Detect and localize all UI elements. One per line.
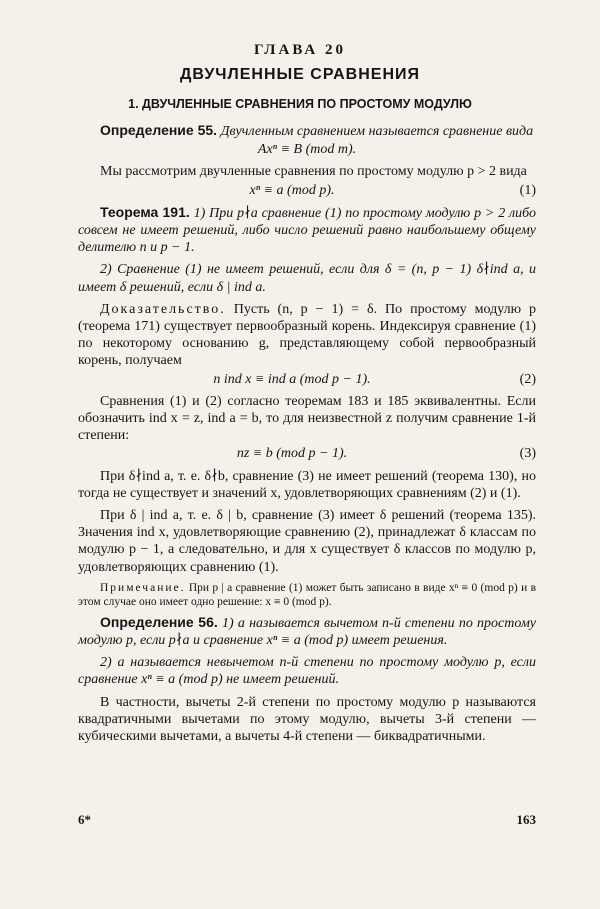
theorem-191-part1-text: 1) При p∤a сравнение (1) по простому модулю p > 2 либо совсем не имеет решений, либо число решений равно наибольшему общему делителю n и p − 1. bbox=[78, 205, 537, 256]
residues-paragraph: В частности, вычеты 2-й степени по простому модулю p называются квадратичными вычетами по этому модулю, вычеты 3-й степени — кубическими вычетами, а вычеты 4-й степени — биквадратичными. bbox=[78, 694, 536, 745]
proof-text: Пусть (n, p − 1) = δ. По простому модулю p (теорема 171) существует первообразный корень. Индексируя сравнение (1) по некоторому основанию g, представляющему собой первообразный корень, получаем bbox=[78, 301, 537, 369]
signature-mark: 6* bbox=[78, 812, 91, 827]
definition-56-part2: 2) a называется невычетом n-й степени по простому модулю p, если сравнение xⁿ ≡ a (mod p) не имеет решений. bbox=[78, 655, 536, 688]
formula-3-number: (3) bbox=[519, 446, 536, 462]
theorem-191-part1 bbox=[78, 204, 536, 257]
intro-paragraph: Мы рассмотрим двучленные сравнения по простому модулю p > 2 вида bbox=[100, 164, 527, 180]
case-delta-solutions: При δ | ind a, т. е. δ | b, сравнение (3) имеет δ решений (теорема 135). Значения ind x, удовлетворяющие сравнению (2), принадлежат δ классам по модулю p − 1, а следовательно, и для x существует δ классов по модулю p, удовлетворяющих сравнению (1). bbox=[78, 508, 536, 575]
formula-3-text: nz ≡ b (mod p − 1). bbox=[236, 446, 348, 462]
formula-1-number: (1) bbox=[519, 182, 536, 198]
formula-1 bbox=[78, 182, 536, 199]
definition-56-label: Определение 56. bbox=[100, 613, 218, 630]
formula-1-text: xⁿ ≡ a (mod p). bbox=[249, 182, 335, 198]
proof-label: Доказательство. bbox=[100, 301, 226, 317]
chapter-title: ДВУЧЛЕННЫЕ СРАВНЕНИЯ bbox=[179, 66, 421, 83]
formula-def55-text: Axⁿ ≡ B (mod m). bbox=[257, 142, 357, 158]
proof-paragraph bbox=[78, 301, 536, 370]
definition-56-part1-text: 1) a называется вычетом n-й степени по простому модулю p, если p∤a и сравнение xⁿ ≡ a (mod p) имеет решения. bbox=[78, 615, 536, 649]
case-no-solutions: При δ∤ind a, т. е. δ∤b, сравнение (3) не имеет решений (теорема 130), но тогда не существует и значений x, удовлетворяющих сравнениям (2) и (1). bbox=[78, 468, 536, 501]
definition-55 bbox=[78, 122, 536, 140]
page-body bbox=[78, 122, 536, 750]
formula-2-text: n ind x ≡ ind a (mod p − 1). bbox=[213, 371, 371, 387]
formula-2-number: (2) bbox=[519, 371, 536, 387]
theorem-191-part2: 2) Сравнение (1) не имеет решений, если для δ = (n, p − 1) δ∤ind a, и имеет δ решений, если δ | ind a. bbox=[78, 262, 536, 295]
theorem-191-label: Теорема 191. bbox=[100, 203, 190, 220]
note-label: Примечание. bbox=[100, 581, 186, 594]
definition-56-part1 bbox=[78, 614, 536, 649]
formula-3 bbox=[78, 445, 536, 462]
definition-55-text: Двучленным сравнением называется сравнение вида bbox=[220, 124, 534, 139]
formula-2 bbox=[78, 371, 536, 388]
note-text: При p | a сравнение (1) может быть записано в виде xⁿ ≡ 0 (mod p) и в этом случае оно имеет одно решение: x ≡ 0 (mod p). bbox=[78, 581, 537, 608]
section-title: 1. ДВУЧЛЕННЫЕ СРАВНЕНИЯ ПО ПРОСТОМУ МОДУЛЮ bbox=[128, 97, 472, 111]
chapter-number: ГЛАВА 20 bbox=[254, 42, 346, 58]
page-footer bbox=[78, 812, 536, 828]
equivalence-paragraph: Сравнения (1) и (2) согласно теоремам 183 и 185 эквивалентны. Если обозначить ind x = z, ind a = b, то для неизвестной z получим сравнение 1-й степени: bbox=[78, 393, 536, 444]
note-paragraph bbox=[78, 581, 536, 609]
page-number: 163 bbox=[516, 812, 536, 827]
formula-def55 bbox=[78, 141, 536, 158]
definition-55-label: Определение 55. bbox=[100, 122, 218, 138]
